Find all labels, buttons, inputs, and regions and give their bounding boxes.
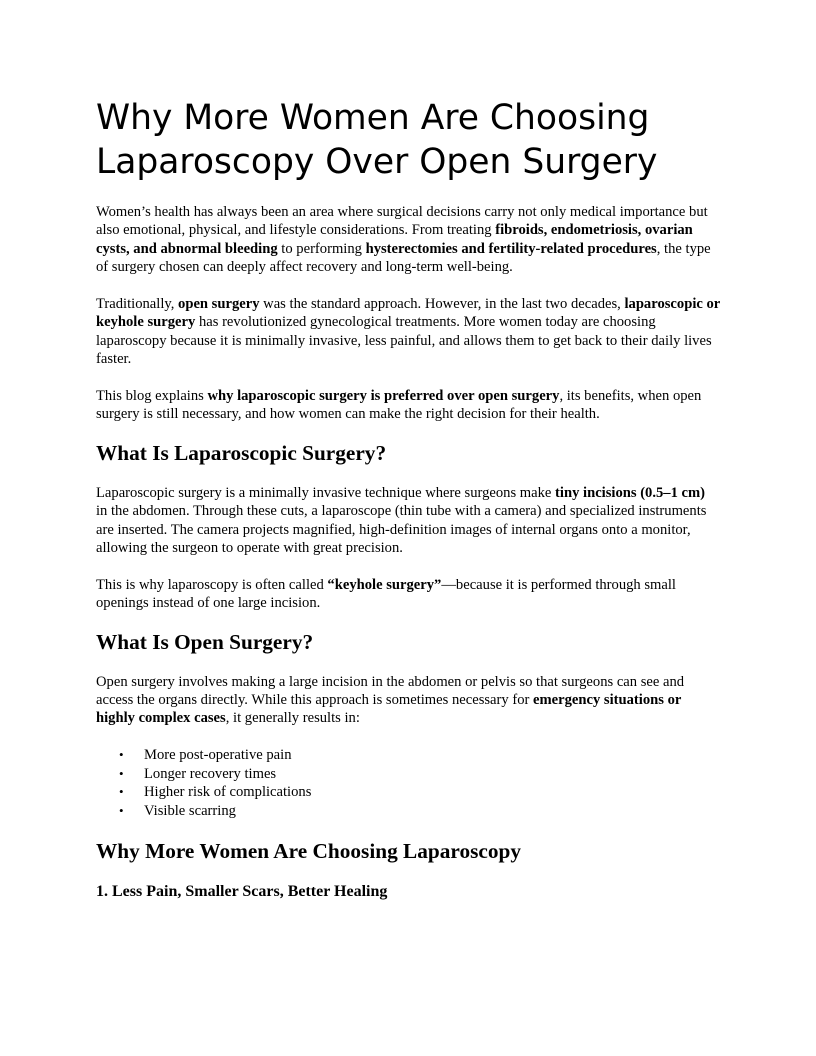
text-run: in the abdomen. Through these cuts, a laparoscope (thin tube with a camera) and specialized instruments are inserted. The camera projects magnified, high-definition images of internal organs onto a monitor, allowing the surgeon to operate with great precision. xyxy=(96,503,707,557)
bullet-icon: • xyxy=(119,802,124,818)
bold-text: laparoscopic or keyhole surgery xyxy=(96,296,721,331)
text-run: to performing xyxy=(277,240,366,257)
bold-text: tiny incisions (0.5–1 cm) xyxy=(555,484,706,501)
text-run: has revolutionized gynecological treatments. More women today are choosing laparoscopy because it is minimally invasive, less painful, and allows them to get back to their daily lives faster. xyxy=(96,314,712,368)
text-run: was the standard approach. However, in the last two decades, xyxy=(259,296,625,313)
section-heading-open-surgery: What Is Open Surgery? xyxy=(96,629,314,654)
text-run: Women’s health has always been an area where surgical decisions carry not only medical importance but also emotional, physical, and lifestyle considerations. From treating xyxy=(96,204,708,239)
text-run: This blog explains xyxy=(96,388,208,405)
list-item-text: Visible scarring xyxy=(144,802,236,819)
bullet-icon: • xyxy=(119,784,124,800)
laparoscopic-paragraph-2 xyxy=(96,576,720,613)
intro-paragraph-1 xyxy=(96,203,720,277)
bold-text: fibroids, endometriosis, ovarian cysts, and abnormal bleeding xyxy=(96,222,693,257)
open-surgery-results-list xyxy=(96,746,720,820)
text-run: , the type of surgery chosen can deeply affect recovery and long-term well-being. xyxy=(96,240,711,276)
section-heading-laparoscopic: What Is Laparoscopic Surgery? xyxy=(96,440,387,465)
list-item xyxy=(96,802,720,820)
bullet-icon: • xyxy=(119,747,124,763)
list-item-text: Higher risk of complications xyxy=(144,784,312,801)
text-run: Laparoscopic surgery is a minimally invasive technique where surgeons make xyxy=(96,484,556,501)
document-page xyxy=(96,0,720,902)
list-item xyxy=(96,783,720,801)
bold-text: “keyhole surgery” xyxy=(327,576,442,593)
text-run: —because it is performed through small openings instead of one large incision. xyxy=(96,576,676,612)
text-run: , its benefits, when open surgery is still necessary, and how women can make the right decision for their health. xyxy=(96,388,702,423)
laparoscopic-paragraph-1 xyxy=(96,484,720,558)
text-run: Open surgery involves making a large incision in the abdomen or pelvis so that surgeons can see and access the organs directly. While this approach is sometimes necessary for xyxy=(96,673,685,709)
list-item xyxy=(96,765,720,783)
page-title: Why More Women Are Choosing Laparoscopy Over Open Surgery xyxy=(96,98,658,182)
intro-paragraph-3 xyxy=(96,387,720,424)
text-run: Traditionally, xyxy=(96,296,179,313)
section-heading-why-laparoscopy: Why More Women Are Choosing Laparoscopy xyxy=(96,838,521,863)
open-surgery-paragraph xyxy=(96,673,720,728)
list-item-text: More post-operative pain xyxy=(144,747,292,764)
text-run: This is why laparoscopy is often called xyxy=(96,576,328,593)
bold-text: emergency situations or highly complex cases xyxy=(96,692,682,727)
list-item xyxy=(96,746,720,764)
bold-text: why laparoscopic surgery is preferred over open surgery xyxy=(207,388,560,405)
list-item-text: Longer recovery times xyxy=(144,765,277,782)
bold-text: open surgery xyxy=(178,296,260,313)
intro-paragraph-2 xyxy=(96,295,720,369)
text-run: , it generally results in: xyxy=(225,710,360,727)
subheading-less-pain: 1. Less Pain, Smaller Scars, Better Healing xyxy=(96,882,388,900)
bold-text: hysterectomies and fertility-related procedures xyxy=(365,240,657,257)
bullet-icon: • xyxy=(119,765,124,781)
